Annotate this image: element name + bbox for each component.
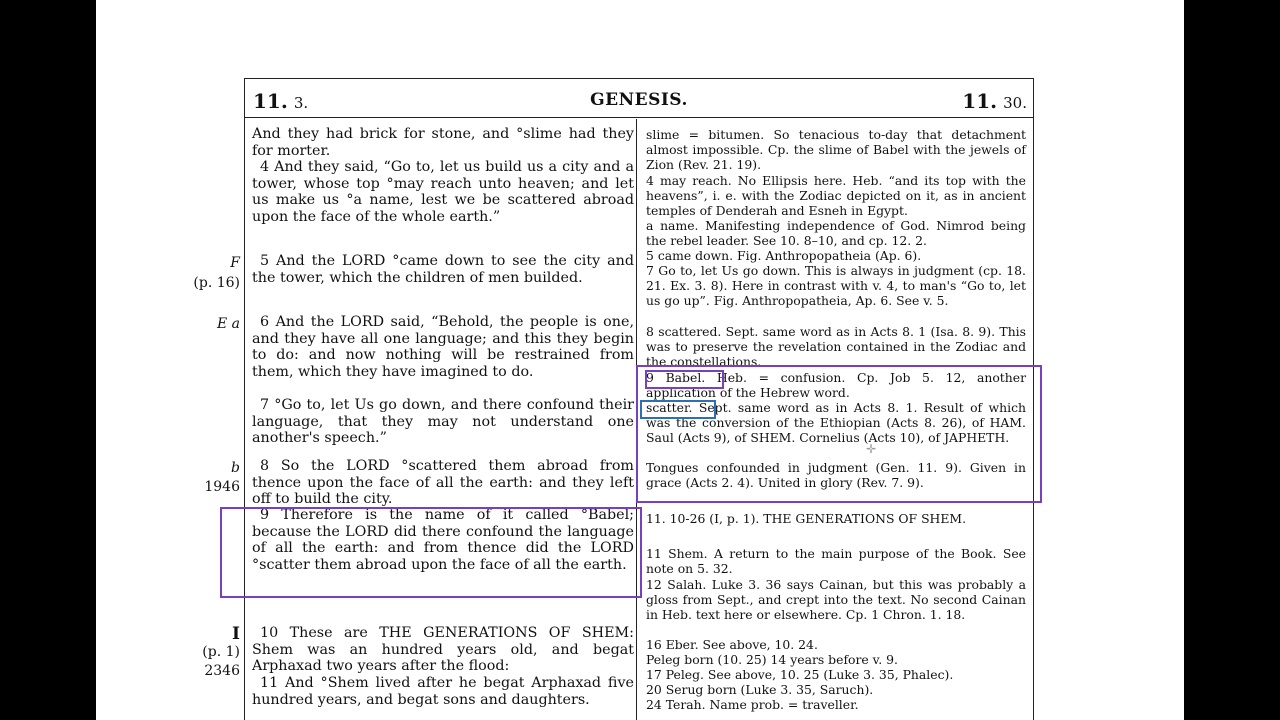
header-left: 11. 3. <box>253 89 309 113</box>
note-a-name: a name. Manifesting independence of God. Nimrod being the rebel leader. See 10. 8–10, and cp. 12. 2. <box>646 218 1026 248</box>
verse-8: 8 So the LORD °scattered them abroad from thence upon the face of all the earth: and they left off to build the city. <box>252 458 634 508</box>
note-eber: 16 Eber. See above, 10. 24. <box>646 637 818 652</box>
note-may-reach: 4 may reach. No Ellipsis here. Heb. “and its top with the heavens”, i. e. with the Zodiac depicted on it, as in ancient temples of Denderah and Esneh in Egypt. <box>646 173 1026 218</box>
highlight-scatter-word[interactable] <box>640 400 716 419</box>
crosshair-cursor-icon: ✛ <box>866 442 877 456</box>
highlight-babel-word[interactable] <box>645 370 724 389</box>
section-title-generations: 11. 10-26 (I, p. 1). THE GENERATIONS OF SHEM. <box>646 511 967 526</box>
note-peleg: 17 Peleg. See above, 10. 25 (Luke 3. 35, Phalec). <box>646 667 954 682</box>
note-go-to: 7 Go to, let Us go down. This is always in judgment (cp. 18. 21. Ex. 3. 8). Here in contrast with v. 4, to man's “Go to, let us go up”. Fig. Anthropopatheia, Ap. 6. See v. 5. <box>646 263 1026 308</box>
verse-9: 9 Therefore is the name of it called °Babel; because the LORD did there confound the language of all the earth: and from thence did the LORD °scatter them abroad upon the face of all the earth. <box>252 507 634 573</box>
note-babel: 9 Babel. Heb. = confusion. Cp. Job 5. 12, another application of the Hebrew word. <box>646 370 1026 400</box>
note-scatter: scatter. Sept. same word as in Acts 8. 1. Result of which was the conversion of the Ethiopian (Acts 8. 26), of HAM. Saul (Acts 9), of SHEM. Cornelius (Acts 10), of JAPHETH. <box>646 400 1026 445</box>
margin-year-2346: 2346 <box>204 663 240 679</box>
note-scattered: 8 scattered. Sept. same word as in Acts 8. 1 (Isa. 8. 9). This was to preserve the revelation contained in the Zodiac and the constellations. <box>646 324 1026 369</box>
highlight-box-verse-9[interactable] <box>220 507 642 598</box>
note-tongues: Tongues confounded in judgment (Gen. 11. 9). Given in grace (Acts 2. 4). United in glory (Rev. 7. 9). <box>646 460 1026 490</box>
verse-7: 7 °Go to, let Us go down, and there confound their language, that they may not understand one another's speech.” <box>252 397 634 447</box>
verse-5: 5 And the LORD °came down to see the city and the tower, which the children of men builded. <box>252 253 634 286</box>
note-salah: 12 Salah. Luke 3. 36 says Cainan, but this was probably a gloss from Sept., and crept into the text. No second Cainan in Heb. text here or elsewhere. Cp. 1 Chron. 1. 18. <box>646 577 1026 622</box>
document-page <box>96 0 1184 720</box>
note-terah: 24 Terah. Name prob. = traveller. <box>646 697 859 712</box>
verse-11: 11 And °Shem lived after he begat Arphaxad five hundred years, and begat sons and daughters. <box>252 675 634 708</box>
verse-3-tail: And they had brick for stone, and °slime had they for morter. <box>252 126 634 159</box>
header-right: 11. 30. <box>962 89 1027 113</box>
margin-mark-f: F <box>230 255 240 271</box>
margin-mark-b: b <box>231 460 240 476</box>
page-title: GENESIS. <box>590 90 688 110</box>
note-shem: 11 Shem. A return to the main purpose of the Book. See note on 5. 32. <box>646 546 1026 576</box>
note-serug: 20 Serug born (Luke 3. 35, Saruch). <box>646 682 874 697</box>
note-came-down: 5 came down. Fig. Anthropopatheia (Ap. 6). <box>646 248 922 263</box>
verse-4: 4 And they said, “Go to, let us build us a city and a tower, whose top °may reach unto heaven; and let us make us °a name, lest we be scattered abroad upon the face of the whole earth.” <box>252 159 634 225</box>
margin-mark-ea: E a <box>216 316 240 332</box>
margin-page-ref-2: (p. 1) <box>202 644 240 660</box>
margin-page-ref: (p. 16) <box>193 275 240 291</box>
verse-6: 6 And the LORD said, “Behold, the people is one, and they have all one language; and this they begin to do: and now nothing will be restrained from them, which they have imagined to do. <box>252 314 634 380</box>
verse-10: 10 These are THE GENERATIONS OF SHEM: Shem was an hundred years old, and begat Arphaxad two years after the flood: <box>252 625 634 675</box>
note-peleg-born: Peleg born (10. 25) 14 years before v. 9. <box>646 652 898 667</box>
note-slime: slime = bitumen. So tenacious to-day that detachment almost impossible. Cp. the slime of Babel with the jewels of Zion (Rev. 21. 19). <box>646 127 1026 172</box>
margin-year-1946: 1946 <box>204 479 240 495</box>
running-header <box>245 79 1033 118</box>
margin-mark-i: I <box>232 624 240 644</box>
